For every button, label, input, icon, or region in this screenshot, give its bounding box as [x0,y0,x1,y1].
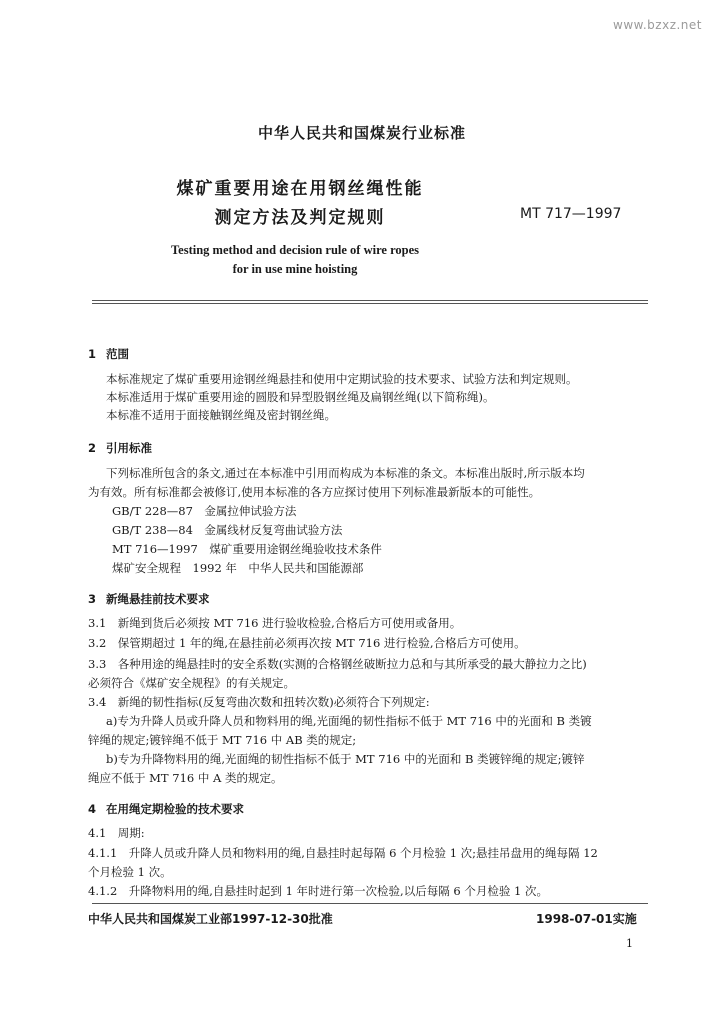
clause-3-4: 3.4 新绳的韧性指标(反复弯曲次数和扭转次数)必须符合下列规定: [88,695,430,709]
clause-3-4-b-cont: 绳应不低于 MT 716 中 A 类的规定。 [88,771,283,785]
implementation-date: 1998-07-01实施 [536,912,637,926]
paragraph: 本标准不适用于面接触钢丝绳及密封钢丝绳。 [106,408,336,422]
section-title: 引用标准 [106,441,152,455]
reference-item: GB/T 228—87 金属拉伸试验方法 [112,504,297,518]
watermark: www.bzxz.net [613,18,702,32]
section-number: 4 [88,802,97,816]
document-title-line-1: 煤矿重要用途在用钢丝绳性能 [176,179,424,199]
approval-statement: 中华人民共和国煤炭工业部1997-12-30批准 [88,912,333,926]
clause-3-4-b: b)专为升降物料用的绳,光面绳的韧性指标不低于 MT 716 中的光面和 B 类镀锌绳的规定;镀锌 [106,752,585,766]
header-divider-top [92,300,648,301]
english-title-line-2: for in use mine hoisting [232,262,358,276]
clause-3-4-a-cont: 锌绳的规定;镀锌绳不低于 MT 716 中 AB 类的规定; [88,733,357,747]
clause-4-1-2: 4.1.2 升降物料用的绳,自悬挂时起到 1 年时进行第一次检验,以后每隔 6 个月检验 1 次。 [88,884,548,898]
reference-item: MT 716—1997 煤矿重要用途钢丝绳验收技术条件 [112,542,382,556]
english-title-line-1: Testing method and decision rule of wire ropes [170,243,420,257]
standard-number: MT 717—1997 [520,206,622,222]
section-3-heading [88,591,210,607]
section-number: 1 [88,347,97,361]
paragraph: 下列标准所包含的条文,通过在本标准中引用而构成为本标准的条文。本标准出版时,所示版本均 [106,466,585,480]
clause-3-4-a: a)专为升降人员或升降人员和物料用的绳,光面绳的韧性指标不低于 MT 716 中的光面和 B 类镀 [106,714,592,728]
paragraph: 为有效。所有标准都会被修订,使用本标准的各方应探讨使用下列标准最新版本的可能性。 [88,485,541,499]
footer-divider [92,903,648,904]
section-title: 新绳悬挂前技术要求 [106,592,210,606]
page-number: 1 [626,937,633,950]
clause-3-2: 3.2 保管期超过 1 年的绳,在悬挂前必须再次按 MT 716 进行检验,合格后方可使用。 [88,636,526,650]
clause-4-1: 4.1 周期: [88,826,145,840]
section-4-heading [88,801,244,817]
document-title-line-2: 测定方法及判定规则 [214,208,386,228]
industry-standard-heading: 中华人民共和国煤炭行业标准 [257,124,466,142]
header-divider-bottom [92,303,648,304]
reference-item: GB/T 238—84 金属线材反复弯曲试验方法 [112,523,343,537]
clause-3-3-cont: 必须符合《煤矿安全规程》的有关规定。 [88,676,295,690]
paragraph: 本标准适用于煤矿重要用途的圆股和异型股钢丝绳及扁钢丝绳(以下简称绳)。 [106,390,495,404]
section-1-heading [88,346,129,362]
clause-4-1-1: 4.1.1 升降人员或升降人员和物料用的绳,自悬挂时起每隔 6 个月检验 1 次;悬挂吊盘用的绳每隔 12 [88,846,598,860]
section-title: 在用绳定期检验的技术要求 [106,802,244,816]
section-title: 范围 [106,347,129,361]
reference-item: 煤矿安全规程 1992 年 中华人民共和国能源部 [112,561,364,575]
section-number: 2 [88,441,97,455]
paragraph: 本标准规定了煤矿重要用途钢丝绳悬挂和使用中定期试验的技术要求、试验方法和判定规则。 [106,372,578,386]
clause-3-1: 3.1 新绳到货后必须按 MT 716 进行验收检验,合格后方可使用或备用。 [88,616,462,630]
clause-3-3: 3.3 各种用途的绳悬挂时的安全系数(实测的合格钢丝破断拉力总和与其所承受的最大静拉力之比) [88,657,587,671]
clause-4-1-1-cont: 个月检验 1 次。 [88,865,172,879]
section-2-heading [88,440,152,456]
section-number: 3 [88,592,97,606]
